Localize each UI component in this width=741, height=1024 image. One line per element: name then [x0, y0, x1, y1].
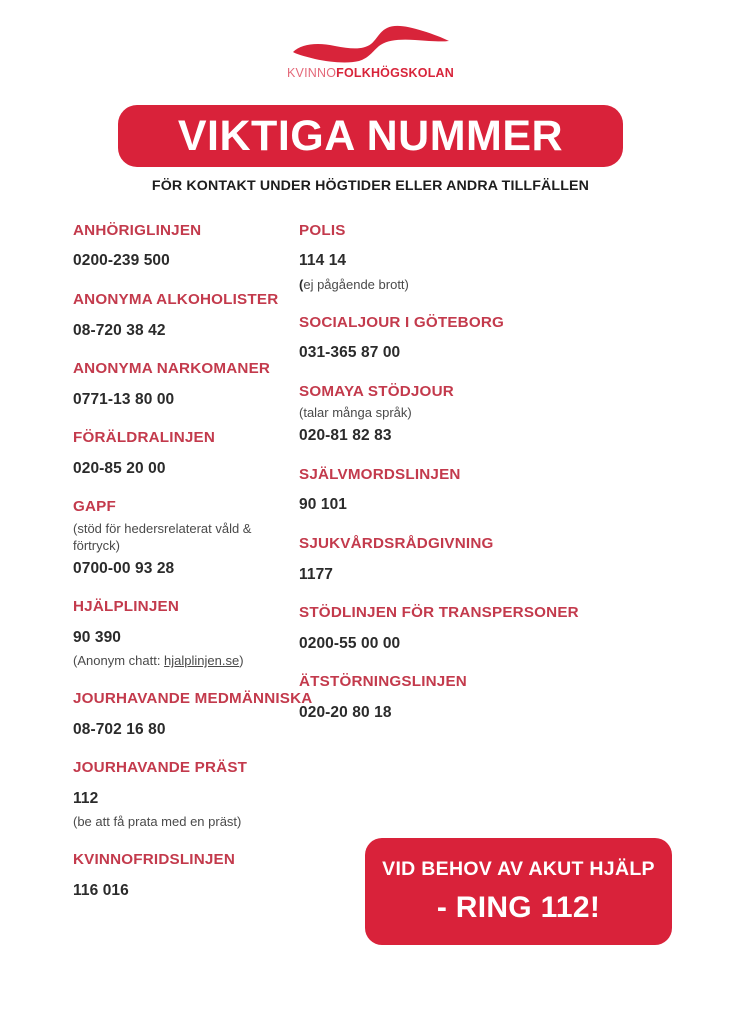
- contact-name: HJÄLPLINJEN: [73, 598, 179, 616]
- contact-columns: [0, 222, 741, 900]
- contact-number[interactable]: 020-20 80 18: [299, 703, 392, 721]
- page-title: VIKTIGA NUMMER: [177, 111, 564, 160]
- wave-swoosh-icon: [291, 22, 451, 64]
- right-column: [299, 222, 668, 722]
- logo-word-bold: FOLKHÖGSKOLAN: [336, 66, 454, 80]
- contact-name: SJUKVÅRDSRÅDGIVNING: [299, 535, 494, 553]
- note-open-paren: (: [299, 277, 304, 293]
- contact-entry-hjalplinjen: [73, 598, 299, 670]
- logo-word-light: KVINNO: [287, 66, 337, 80]
- logo-wordmark: [287, 67, 454, 80]
- contact-note: (talar många språk): [299, 405, 412, 421]
- contact-entry-somaya-stodjour: [299, 383, 668, 446]
- contact-name: GAPF: [73, 498, 116, 516]
- contact-name: STÖDLINJEN FÖR TRANSPERSONER: [299, 604, 579, 622]
- cta-line-2: - RING 112!: [436, 890, 601, 924]
- cta-line-1: VID BEHOV AV AKUT HJÄLP: [382, 858, 655, 881]
- emergency-cta-box: [365, 838, 672, 945]
- contact-number[interactable]: 90 390: [73, 628, 122, 646]
- contact-entry-sjukvardsradgivning: [299, 535, 668, 584]
- contact-number[interactable]: 020-85 20 00: [73, 459, 166, 477]
- contact-number[interactable]: 0200-239 500: [73, 252, 170, 270]
- contact-name: JOURHAVANDE PRÄST: [73, 759, 248, 777]
- contact-entry-polis: [299, 222, 668, 294]
- contact-number[interactable]: 114 14: [299, 252, 347, 270]
- contact-name: KVINNOFRIDSLINJEN: [73, 851, 236, 869]
- contact-entry-jourhavande-medmanniska: [73, 690, 313, 739]
- contact-entry-anonyma-alkoholister: [73, 291, 299, 340]
- contact-number[interactable]: 08-720 38 42: [73, 321, 166, 339]
- page-subtitle: FÖR KONTAKT UNDER HÖGTIDER ELLER ANDRA TILLFÄLLEN: [151, 178, 590, 194]
- contact-name: ÄTSTÖRNINGSLINJEN: [299, 673, 467, 691]
- contact-entry-anonyma-narkomaner: [73, 360, 299, 409]
- title-banner: [118, 105, 623, 167]
- contact-entry-stodlinjen-for-transpersoner: [299, 604, 668, 653]
- logo: [0, 0, 741, 80]
- contact-note-link[interactable]: hjalplinjen.se: [164, 653, 240, 669]
- contact-note: (stöd för hedersrelaterat våld & förtryck): [73, 520, 252, 553]
- contact-number[interactable]: 08-702 16 80: [73, 720, 166, 738]
- contact-entry-anhoriglinjen: [73, 222, 299, 271]
- contact-number[interactable]: 1177: [299, 565, 334, 583]
- contact-number[interactable]: 90 101: [299, 496, 348, 514]
- contact-name: SOMAYA STÖDJOUR: [299, 383, 454, 401]
- contact-name: SOCIALJOUR I GÖTEBORG: [299, 313, 505, 331]
- contact-number[interactable]: 0771-13 80 00: [73, 390, 175, 408]
- contact-entry-foraldralinjen: [73, 429, 299, 478]
- contact-note-secondary: (ej pågående brott): [299, 277, 409, 293]
- contact-note-secondary: (Anonym chatt: hjalplinjen.se): [73, 653, 244, 669]
- contact-entry-sjalvmordslinjen: [299, 466, 668, 515]
- contact-number[interactable]: 0200-55 00 00: [299, 634, 401, 652]
- contact-entry-atstorningslinjen: [299, 673, 668, 722]
- left-column: [0, 222, 313, 900]
- contact-name: ANONYMA NARKOMANER: [73, 360, 271, 378]
- contact-entry-jourhavande-prast: [73, 759, 299, 831]
- contact-name: SJÄLVMORDSLINJEN: [299, 465, 461, 483]
- contact-note-secondary: (be att få prata med en präst): [73, 814, 242, 830]
- contact-name: ANONYMA ALKOHOLISTER: [73, 291, 279, 309]
- contact-number[interactable]: 112: [73, 789, 99, 807]
- contact-number[interactable]: 116 016: [73, 881, 129, 899]
- contact-name: JOURHAVANDE MEDMÄNNISKA: [73, 690, 313, 708]
- contact-name: FÖRÄLDRALINJEN: [73, 429, 216, 447]
- contact-name: ANHÖRIGLINJEN: [73, 222, 202, 239]
- contact-number[interactable]: 031-365 87 00: [299, 344, 401, 362]
- contact-entry-socialjour-i-goteborg: [299, 314, 668, 363]
- contact-name: POLIS: [299, 222, 346, 239]
- contact-entry-gapf: [73, 498, 299, 578]
- contact-entry-kvinnofridslinjen: [73, 851, 299, 900]
- contact-number[interactable]: 020-81 82 83: [299, 427, 392, 445]
- contact-number[interactable]: 0700-00 93 28: [73, 559, 175, 577]
